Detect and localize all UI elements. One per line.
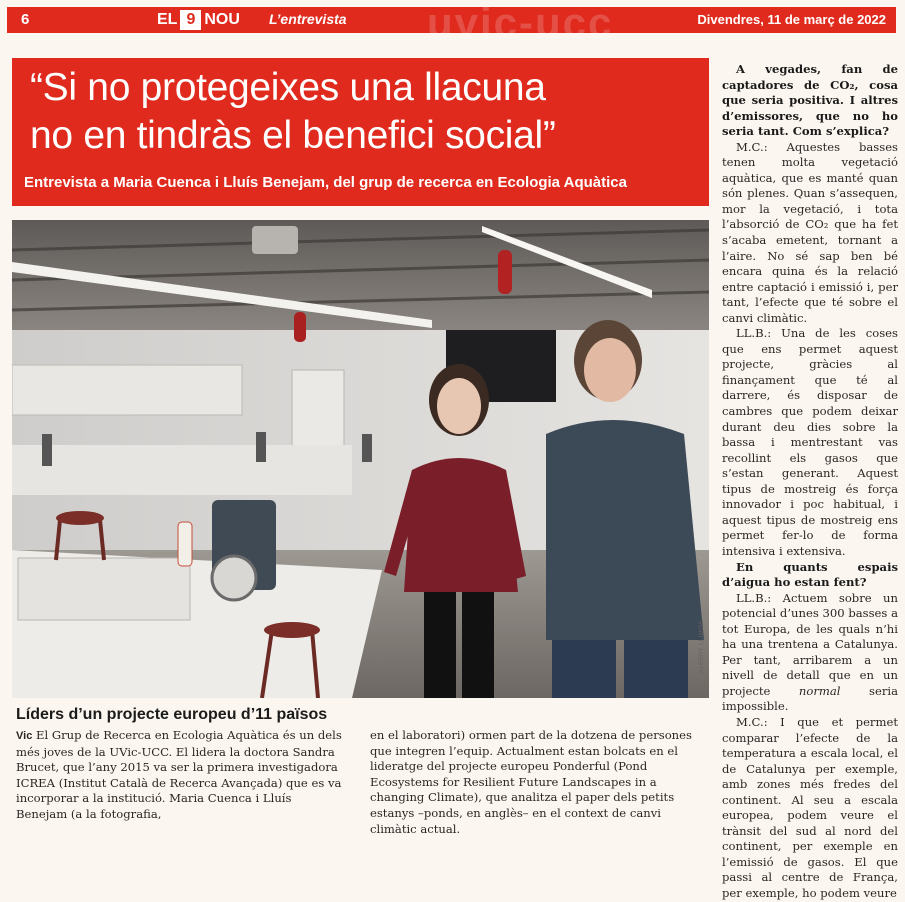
box-text-col-2: en el laboratori) ormen part de la dotzena de persones que integren l’equip. Actualment estan bolcats en el lideratge del projecte europeu Ponderful (Pond Ecosystems for Resilient Future Landscapes in a changing Climate), que analitza el paper dels petits estanys –ponds, en anglès– en el context de canvi climàtic actual.	[370, 728, 692, 836]
lab-photo-illustration	[12, 220, 709, 698]
box-text-col-1	[16, 728, 346, 823]
photo-credit: ALBERT LLIMÓS	[699, 620, 705, 674]
answer-2: LL.B.: Una de les coses que ens permet aquest projecte, gràcies al finançament que té al darrere, és disposar de cambres que podem deixar durant deu dies sobre la bassa i mentrestant vas recollint els gasos que s’estan generant. Aquest tipus de mostreig és força innovador i poc habitual, i aquest tipus de mostreig ens permet fer-lo de forma intensiva i extensiva.	[722, 326, 898, 558]
headline	[30, 64, 700, 160]
answer-3	[722, 591, 898, 715]
top-bar	[7, 0, 896, 46]
answer-3-emphasis: normal	[798, 683, 841, 698]
watermark-text: uvic-ucc	[427, 0, 614, 46]
interview-column	[722, 62, 898, 902]
answer-1: M.C.: Aquestes basses tenen molta vegetació aquàtica, que es manté quan són plenes. Quan s’assequen, mor la vegetació, i tota l’absorció de CO₂ que ha fet s’acaba emetent, tornant a l’aire. No sé sap ben bé encara quina és la relació entre captació i emissió i, per tant, l’efecte que té sobre el canvi climàtic.	[722, 139, 898, 325]
box-title: Líders d’un projecte europeu d’11 països	[16, 706, 328, 723]
newspaper-logo	[157, 10, 240, 30]
issue-date: Divendres, 11 de març de 2022	[697, 12, 886, 27]
subheadline: Entrevista a Maria Cuenca i Lluís Benejam, del grup de recerca en Ecologia Aquàtica	[24, 174, 627, 191]
headline-line-1: “Si no protegeixes una llacuna	[30, 66, 546, 109]
question-1: A vegades, fan de captadores de CO₂, cosa que seria positiva. I altres d’emissores, que no ho seria tant. Com s’explica?	[722, 62, 898, 139]
headline-box	[12, 58, 709, 206]
answer-4: M.C.: I que et permet comparar l’efecte de la temperatura a escala local, el de Catalunya per exemple, amb zones més fredes del continent. Al seu a escala europea, podem veure el trànsit del sud al nord del continent, per exemple en l’emissió de gasos. El que passi al centre de França, per exemple, ho podem veure	[722, 714, 898, 900]
lab-photo	[12, 220, 709, 698]
logo-number: 9	[180, 10, 201, 30]
lead-location: Vic	[16, 730, 33, 742]
page-number: 6	[21, 11, 30, 28]
answer-3-part-1: LL.B.: Actuem sobre un potencial d’unes 300 basses a tot Europa, de les quals n’hi ha una trentena a Catalunya. Per tant, arribarem a un nivell de detall que en un projecte	[722, 590, 898, 698]
headline-line-2: no en tindràs el benefici social”	[30, 114, 556, 157]
logo-el: EL	[157, 11, 178, 28]
section-name: L’entrevista	[269, 11, 347, 27]
question-2: En quants espais d’aigua ho estan fent?	[722, 559, 898, 590]
logo-nou: NOU	[204, 11, 240, 28]
answer-3-part-2: seria impossible.	[722, 683, 898, 714]
box-col-1-text: El Grup de Recerca en Ecologia Aquàtica és un dels més joves de la UVic-UCC. El lidera la doctora Sandra Brucet, que l’any 2015 va ser la primera investigadora ICREA (Institut Català de Recerca Avançada) que es va incorporar a la institució. Maria Cuenca i Lluís Benejam (a la fotografia,	[16, 728, 342, 821]
